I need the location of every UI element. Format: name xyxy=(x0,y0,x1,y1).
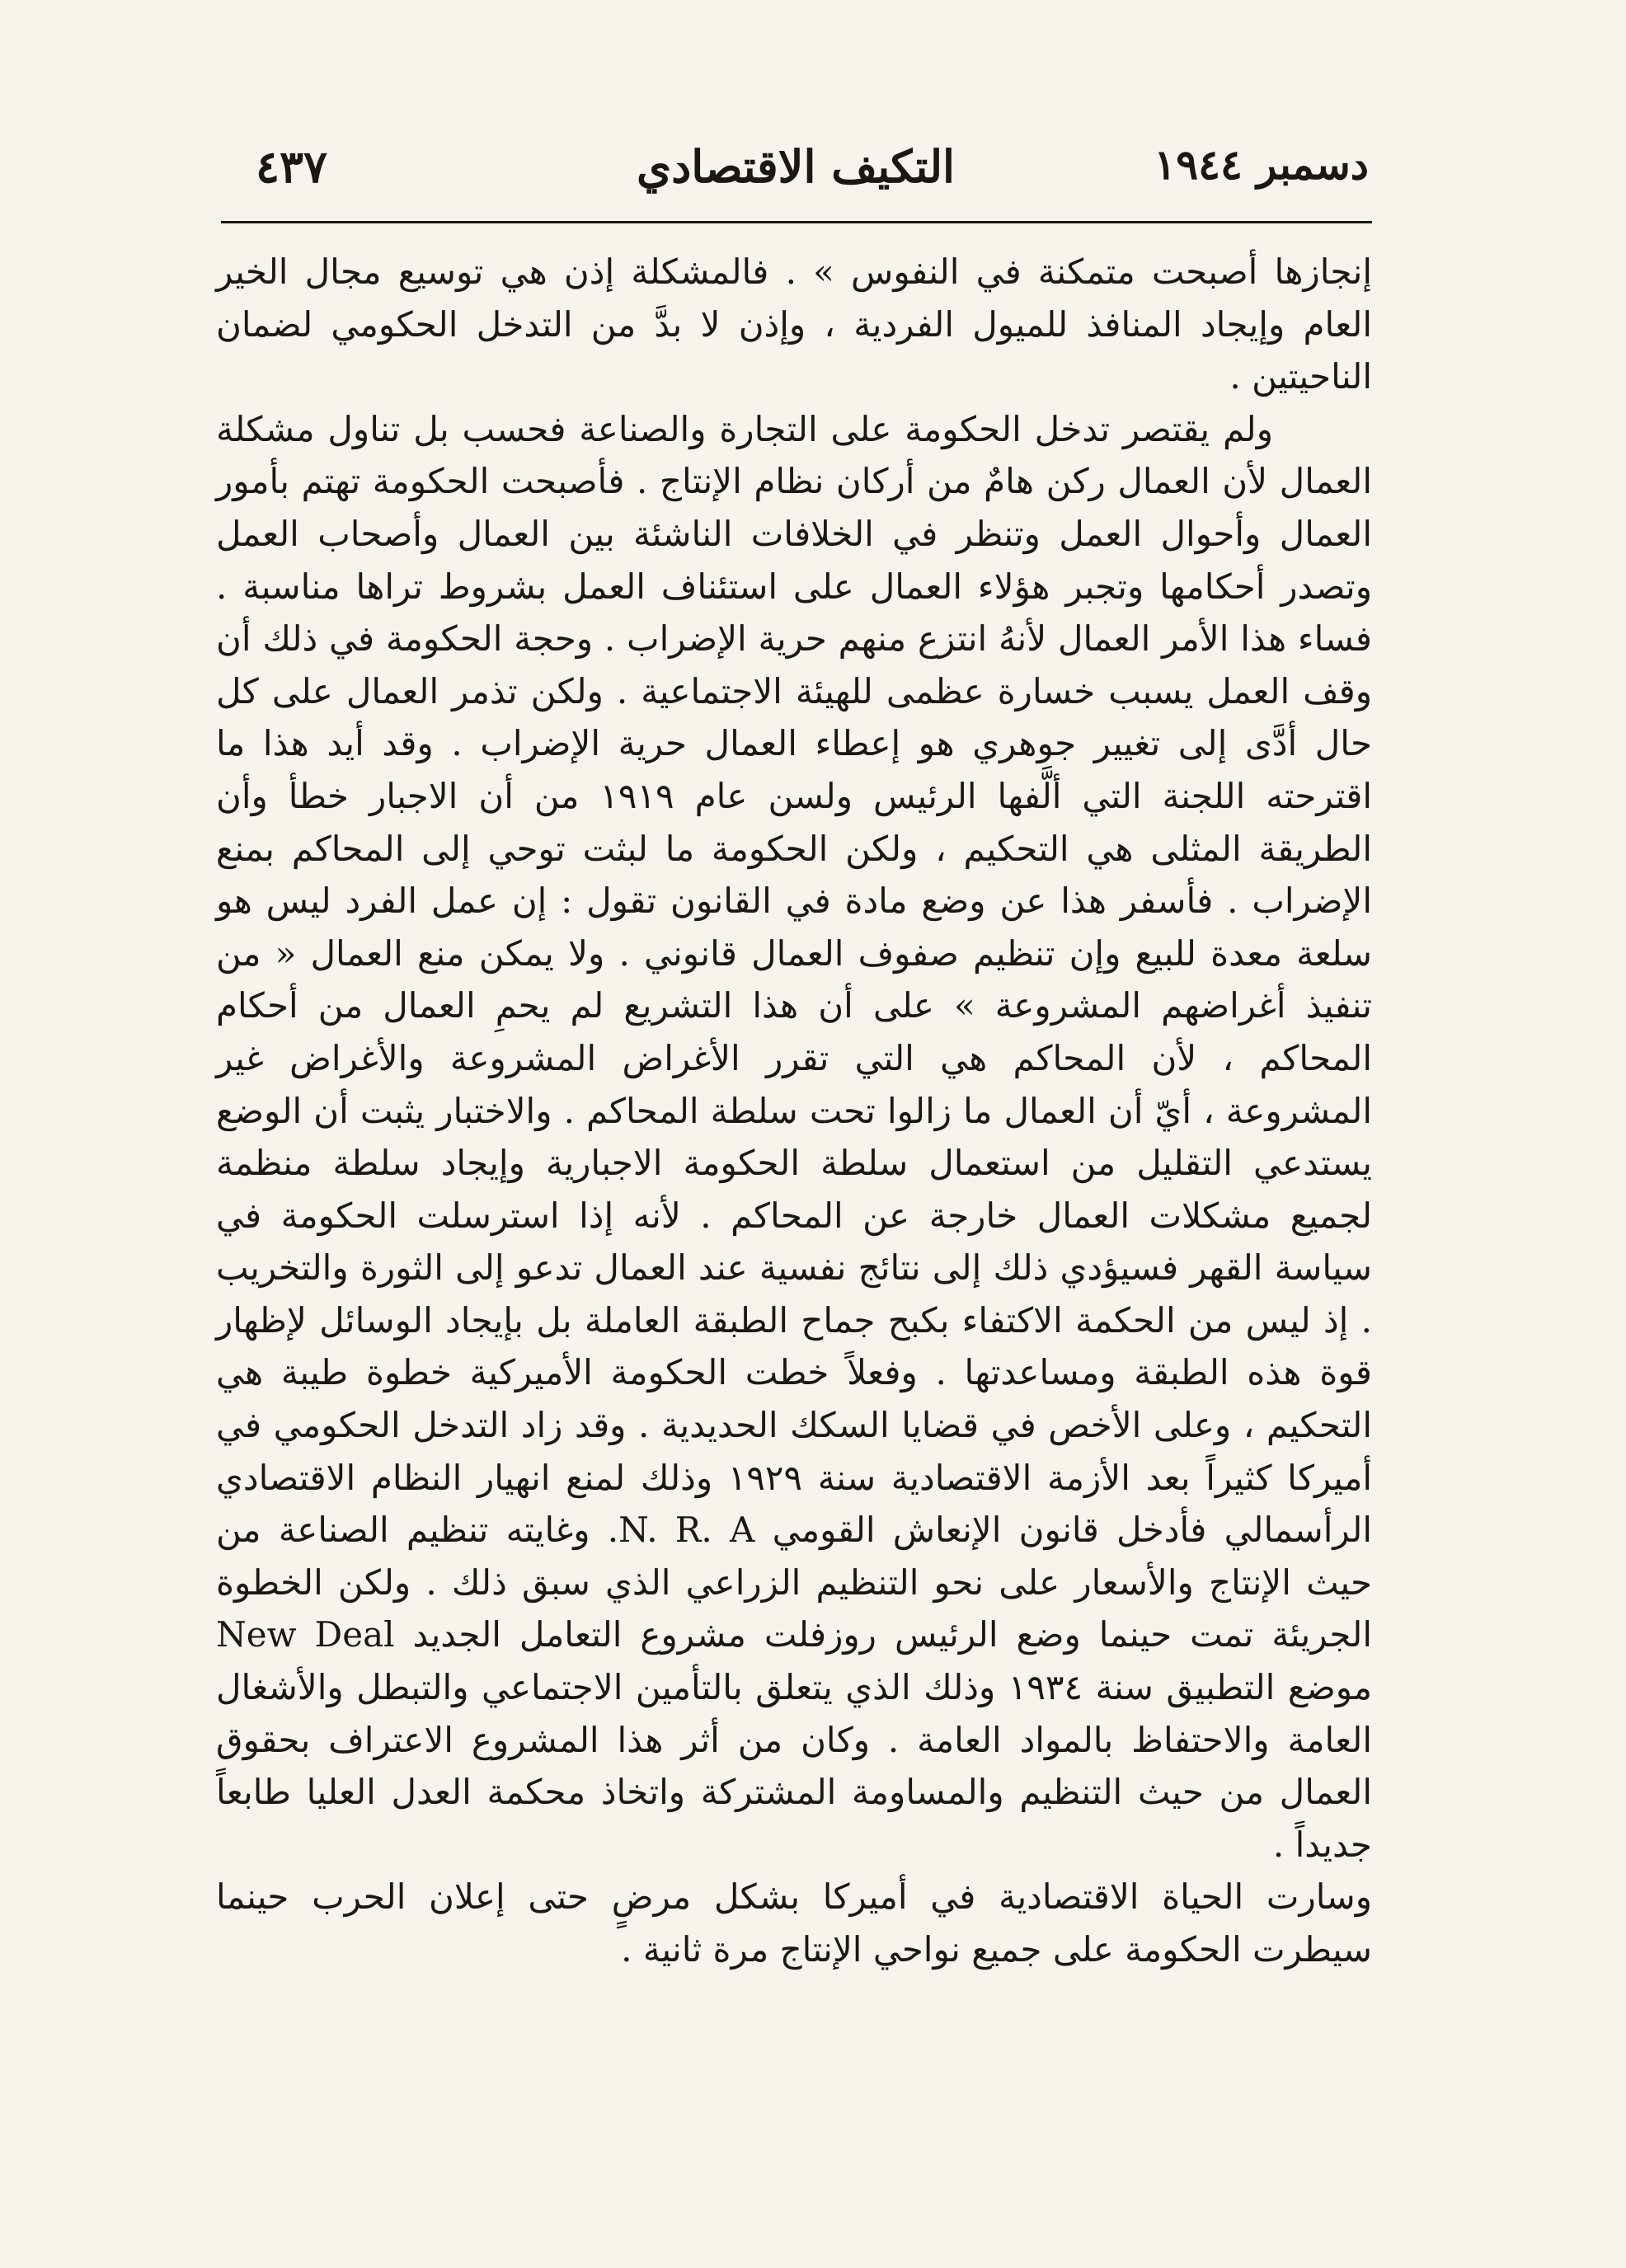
issue-date: دسمبر ١٩٤٤ xyxy=(1154,140,1369,189)
header-rule xyxy=(221,221,1372,223)
paragraph-labor: ولم يقتصر تدخل الحكومة على التجارة والصناعة فحسب بل تناول مشكلة العمال لأن العمال ركن هامٌ من أركان نظام الإنتاج . فأصبحت الحكومة تهتم بأمور العمال وأحوال العمل وتنظر في الخلافات الناشئة بين العمال وأصحاب العمل وتصدر أحكامها وتجبر هؤلاء العمال على استئناف العمل بشروط تراها مناسبة . فساء هذا الأمر العمال لأنهُ انتزع منهم حرية الإضراب . وحجة الحكومة في ذلك أن وقف العمل يسبب خسارة عظمى للهيئة الاجتماعية . ولكن تذمر العمال على كل حال أدَّى إلى تغيير جوهري هو إعطاء العمال حرية الإضراب . وقد أيد هذا ما اقترحته اللجنة التي ألَّفها الرئيس ولسن عام ١٩١٩ من أن الاجبار خطأ وأن الطريقة المثلى هي التحكيم ، ولكن الحكومة ما لبثت توحي إلى المحاكم بمنع الإضراب . فأسفر هذا عن وضع مادة في القانون تقول : إن عمل الفرد ليس هو سلعة معدة للبيع وإن تنظيم صفوف العمال قانوني . ولا يمكن منع العمال « من تنفيذ أغراضهم المشروعة » على أن هذا التشريع لم يحمِ العمال من أحكام المحاكم ، لأن المحاكم هي التي تقرر الأغراض المشروعة والأغراض غير المشروعة ، أيّ أن العمال ما زالوا تحت سلطة المحاكم . والاختبار يثبت أن الوضع يستدعي التقليل من استعمال سلطة الحكومة الاجبارية وإيجاد سلطة منظمة لجميع مشكلات العمال خارجة عن المحاكم . لأنه إذا استرسلت الحكومة في سياسة القهر فسيؤدي ذلك إلى نتائج نفسية عند العمال تدعو إلى الثورة والتخريب . إذ ليس من الحكمة الاكتفاء بكبح جماح الطبقة العاملة بل بإيجاد الوسائل لإظهار قوة هذه الطبقة ومساعدتها . وفعلاً خطت الحكومة الأميركية خطوة طيبة هي التحكيم ، وعلى الأخص في قضايا السكك الحديدية . وقد زاد التدخل الحكومي في أميركا كثيراً بعد الأزمة الاقتصادية سنة ١٩٢٩ وذلك لمنع انهيار النظام الاقتصادي الرأسمالي فأدخل قانون الإنعاش القومي N. R. A. وغايته تنظيم الصناعة من حيث الإنتاج والأسعار على نحو التنظيم الزراعي الذي سبق ذلك . ولكن الخطوة الجريئة تمت حينما وضع الرئيس روزفلت مشروع التعامل الجديد New Deal موضع التطبيق سنة ١٩٣٤ وذلك الذي يتعلق بالتأمين الاجتماعي والتبطل والأشغال العامة والاحتفاظ بالمواد العامة . وكان من أثر هذا المشروع الاعتراف بحقوق العمال من حيث التنظيم والمساومة المشتركة واتخاذ محكمة العدل العليا طابعاً جديداً . xyxy=(216,408,1373,1865)
article-body xyxy=(216,246,1372,1976)
paragraph-continuation: إنجازها أصبحت متمكنة في النفوس » . فالمشكلة إذن هي توسيع مجال الخير العام وإيجاد المنافذ للميول الفردية ، وإذن لا بدَّ من التدخل الحكومي لضمان الناحيتين . xyxy=(216,251,1372,397)
paragraph-conclusion: وسارت الحياة الاقتصادية في أميركا بشكل مرضٍ حتى إعلان الحرب حينما سيطرت الحكومة على جميع نواحي الإنتاج مرة ثانية . xyxy=(216,1876,1372,1970)
page-number: ٤٣٧ xyxy=(256,140,328,193)
page-header xyxy=(223,124,1369,206)
running-title: التكيف الاقتصادي xyxy=(636,140,956,193)
